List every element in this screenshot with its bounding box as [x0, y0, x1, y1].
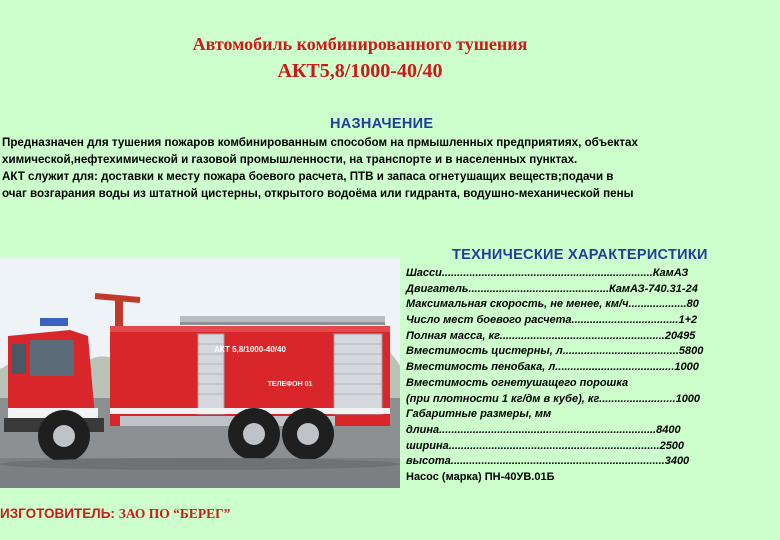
- spec-row: Вместимость пенобака, л.......................................1000: [406, 361, 699, 374]
- spec-row: Шасси.....................................................................КамАЗ: [406, 267, 689, 279]
- spec-row: Вместимость огнетушащего порошка: [406, 376, 629, 389]
- truck-model-label: АКТ 5,8/1000-40/40: [214, 345, 286, 354]
- manufacturer-label: ИЗГОТОВИТЕЛЬ:: [0, 506, 115, 521]
- truck-photo: [0, 258, 400, 488]
- spec-row: (при плотности 1 кг/дм в кубе), кг.........................1000: [406, 392, 701, 405]
- spec-row: ширина.....................................................................2500: [406, 439, 685, 452]
- purpose-text: [2, 134, 780, 202]
- spec-row: Полная масса, кг......................................................20495: [406, 329, 696, 342]
- spec-row: Вместимость цистерны, л......................................5800: [406, 345, 704, 358]
- spec-row: Габаритные размеры, мм: [406, 408, 552, 421]
- specs-list: [406, 266, 780, 486]
- purpose-line: АКТ служит для: доставки к месту пожара боевого расчета, ПТВ и запаса огнетушащих веществ;подачи в: [2, 170, 614, 183]
- purpose-line: Предназначен для тушения пожаров комбинированным способом на прмышленных предприятиях, объектах: [2, 136, 638, 149]
- spec-row: Двигатель..............................................КамАЗ-740.31-24: [406, 282, 698, 295]
- spec-row: длина.......................................................................8400: [406, 423, 681, 436]
- specs-heading: ТЕХНИЧЕСКИЕ ХАРАКТЕРИСТИКИ: [452, 247, 708, 263]
- spec-row: высота......................................................................3400: [406, 455, 690, 468]
- slide-title: Автомобиль комбинированного тушения: [192, 34, 528, 54]
- slide-subtitle-model: АКТ5,8/1000-40/40: [277, 60, 443, 82]
- purpose-line: химической,нефтехимической и газовой промышленности, на транспорте и в населенных пунктах.: [2, 153, 578, 166]
- spec-row: Число мест боевого расчета...................................1+2: [406, 314, 698, 327]
- manufacturer: [0, 506, 230, 522]
- purpose-heading: НАЗНАЧЕНИЕ: [330, 116, 434, 132]
- purpose-line: очаг возгарания воды из штатной цистерны, открытого водоёма или гидранта, водушно-механической пены: [2, 187, 634, 200]
- spec-row: Насос (марка) ПН-40УВ.01Б: [406, 470, 555, 483]
- truck-phone-label: ТЕЛЕФОН 01: [267, 381, 313, 388]
- spec-row: Максимальная скорость, не менее, км/ч...................80: [406, 298, 699, 311]
- manufacturer-name: ЗАО ПО “БЕРЕГ”: [118, 506, 231, 521]
